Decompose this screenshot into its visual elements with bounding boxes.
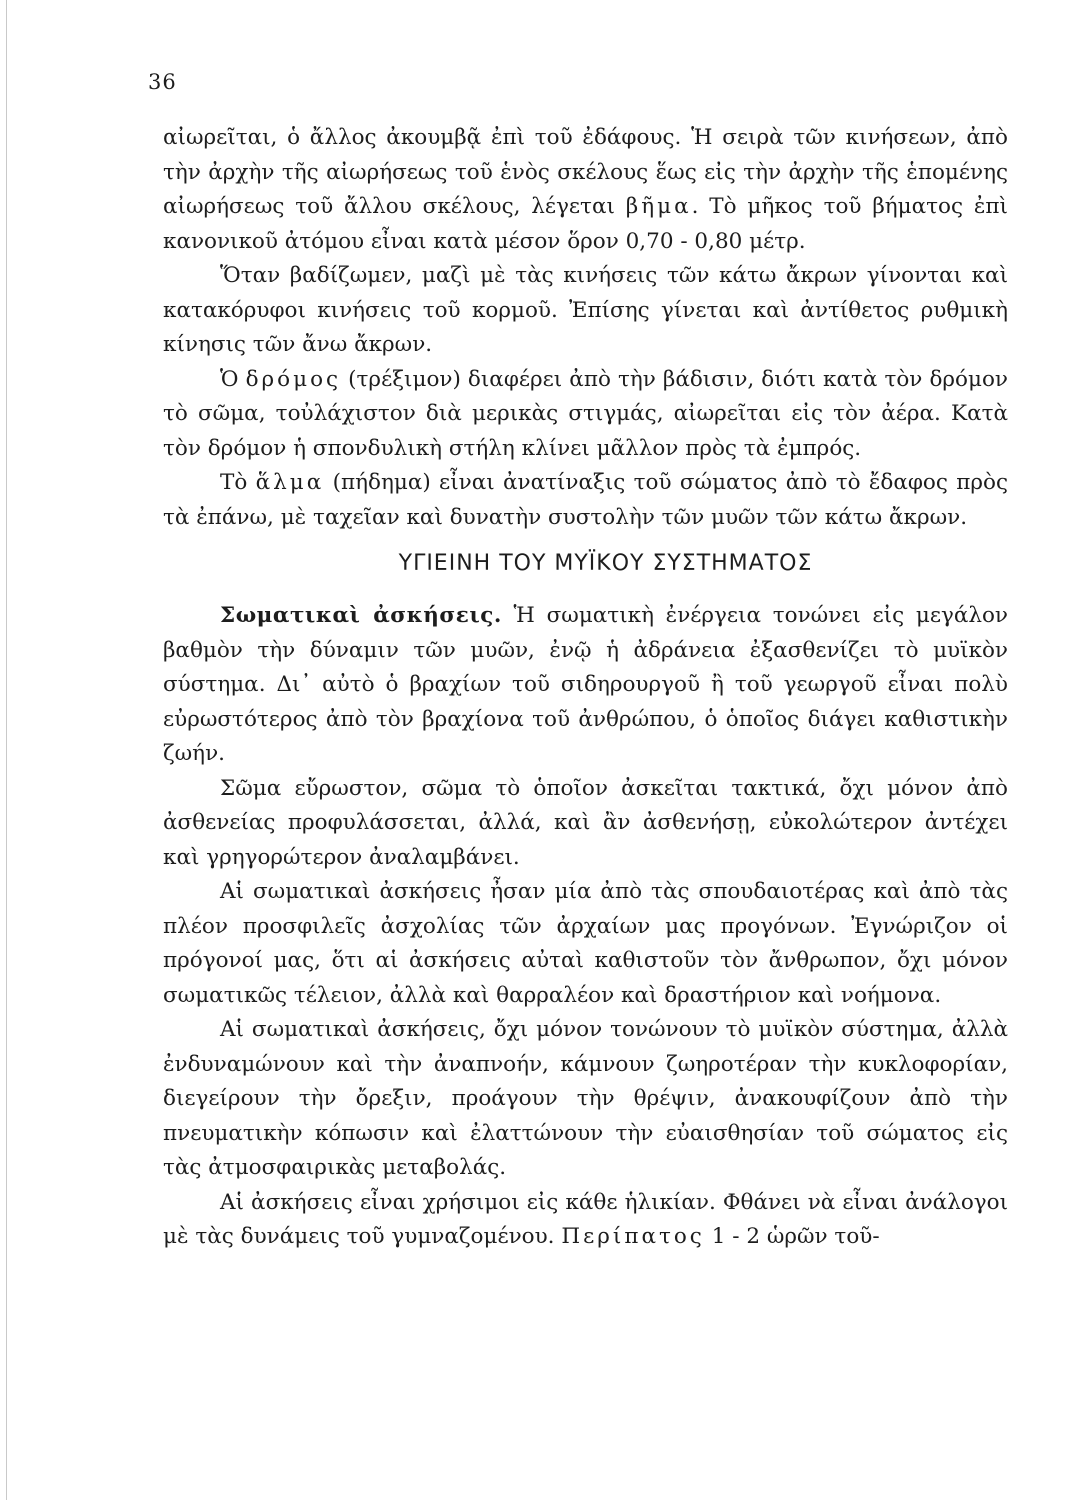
paragraph-running bbox=[163, 363, 1008, 467]
paragraph-text: Αἱ σωματικαὶ ἀσκήσεις, ὄχι μόνον τονώνουν τὸ μυϊκὸν σύστημα, ἀλλὰ ἐνδυναμώνουν καὶ τὴν ἀναπνοήν, κάμνουν ζωηροτέραν τὴν κυκλοφορίαν, διεγείρουν τὴν ὄρεξιν, προάγουν τὴν θρέψιν, ἀνακουφίζουν ἀπὸ τὴν πνευματικὴν κόπωσιν καὶ ἐλαττώνουν τὴν εὐαισθησίαν τοῦ σώματος εἰς τὰς ἀτμοσφαιρικὰς μεταβολάς. bbox=[163, 1017, 1008, 1180]
paragraph-text: (τρέξιμον) διαφέρει ἀπὸ τὴν βάδισιν, διότι κατὰ τὸν δρόμον τὸ σῶμα, τοὐλάχιστον διὰ μερικὰς στιγμάς, αἰωρεῖται εἰς τὸν ἀέρα. Κατὰ τὸν δρόμον ἡ σπονδυλικὴ στήλη κλίνει μᾶλλον πρὸς τὰ ἐμπρός. bbox=[163, 366, 1008, 461]
paragraph-text: Ἡ σωματικὴ ἐνέργεια τονώνει εἰς μεγάλον βαθμὸν τὴν δύναμιν τῶν μυῶν, ἐνῷ ἡ ἀδράνεια ἐξασθενίζει τὸ μυϊκὸν σύστημα. Δι᾽ αὐτὸ ὁ βραχίων τοῦ σιδηρουργοῦ ἢ τοῦ γεωργοῦ εἶναι πολὺ εὐρωστότερος ἀπὸ τὸν βραχίονα τοῦ ἀνθρώπου, ὁ ὁποῖος διάγει καθιστικὴν ζωήν. bbox=[163, 603, 1008, 766]
paragraph-text: Αἱ σωματικαὶ ἀσκήσεις ἦσαν μία ἀπὸ τὰς σπουδαιοτέρας καὶ ἀπὸ τὰς πλέον προσφιλεῖς ἀσχολίας τῶν ἀρχαίων μας προγόνων. Ἐγνώριζον οἱ πρόγονοί μας, ὅτι αἱ ἀσκήσεις αὐταὶ καθιστοῦν τὸν ἄνθρωπον, ὄχι μόνον σωματικῶς τέλειον, ἀλλὰ καὶ θαρραλέον καὶ δραστήριον καὶ νοήμονα. bbox=[163, 879, 1008, 1008]
paragraph-ancestors bbox=[163, 875, 1008, 1013]
page-edge-line bbox=[6, 0, 7, 1500]
paragraph-age bbox=[163, 1186, 1008, 1255]
subheading-physical-exercise: Σωματικαὶ ἀσκήσεις. bbox=[220, 603, 502, 628]
term-jump: ἅλμα bbox=[255, 470, 325, 495]
paragraph-text: (πήδημα) εἶναι ἀνατίναξις τοῦ σώματος ἀπὸ τὸ ἔδαφος πρὸς τὰ ἐπάνω, μὲ ταχεῖαν καὶ δυνατὴν συστολὴν τῶν μυῶν τῶν κάτω ἄκρων. bbox=[163, 470, 1009, 530]
term-running: δρόμος bbox=[245, 366, 342, 392]
paragraph-text: Ὁ bbox=[220, 366, 239, 392]
paragraph-physical-exercise bbox=[163, 599, 1008, 772]
paragraph-text: Τὸ bbox=[220, 470, 248, 495]
paragraph-text: Σῶμα εὔρωστον, σῶμα τὸ ὁποῖον ἀσκεῖται τακτικά, ὄχι μόνον ἀπὸ ἀσθενείας προφυλάσσεται, ἀλλά, καὶ ἂν ἀσθενήσῃ, εὐκολώτερον ἀντέχει καὶ γρηγορώτερον ἀναλαμβάνει. bbox=[163, 775, 1008, 870]
paragraph-walking-step bbox=[163, 121, 1008, 259]
paragraph-text: αἰωρεῖται, ὁ ἄλλος ἀκουμβᾷ ἐπὶ τοῦ ἐδάφους. Ἡ σειρὰ τῶν κινήσεων, ἀπὸ τὴν ἀρχὴν τῆς αἰωρήσεως τοῦ ἑνὸς σκέλους ἕως εἰς τὴν ἀρχὴν τῆς ἑπομένης αἰωρήσεως τοῦ ἄλλου σκέλους, λέγεται bbox=[163, 125, 1008, 219]
paragraph-jump bbox=[163, 466, 1008, 535]
paragraph-text: Αἱ ἀσκήσεις εἶναι χρήσιμοι εἰς κάθε ἡλικίαν. Φθάνει νὰ εἶναι ἀνάλογοι μὲ τὰς δυνάμεις τοῦ γυμναζομένου. bbox=[163, 1189, 1008, 1249]
paragraph-trunk-movement bbox=[163, 259, 1008, 363]
paragraph-text: 1 - 2 ὡρῶν τοῦ- bbox=[711, 1224, 880, 1249]
page-number: 36 bbox=[148, 70, 177, 94]
body-text bbox=[163, 121, 1008, 1255]
paragraph-text: Ὅταν βαδίζωμεν, μαζὶ μὲ τὰς κινήσεις τῶν κάτω ἄκρων γίνονται καὶ κατακόρυφοι κινήσεις τοῦ κορμοῦ. Ἐπίσης γίνεται καὶ ἀντίθετος ρυθμικὴ κίνησις τῶν ἄνω ἄκρων. bbox=[163, 263, 1008, 357]
section-heading: ΥΓΙΕΙΝΗ ΤΟΥ ΜΥΪΚΟΥ ΣΥΣΤΗΜΑΤΟΣ bbox=[398, 551, 813, 576]
term-walk: Περίπατος bbox=[561, 1224, 705, 1249]
term-step: βῆμα bbox=[625, 194, 692, 219]
paragraph-text: . Τὸ μῆκος τοῦ βήματος ἐπὶ κανονικοῦ ἀτόμου εἶναι κατὰ μέσον ὅρον 0,70 - 0,80 μέτρ. bbox=[163, 194, 1008, 254]
paragraph-robust-body bbox=[163, 772, 1008, 876]
paragraph-benefits bbox=[163, 1013, 1008, 1186]
